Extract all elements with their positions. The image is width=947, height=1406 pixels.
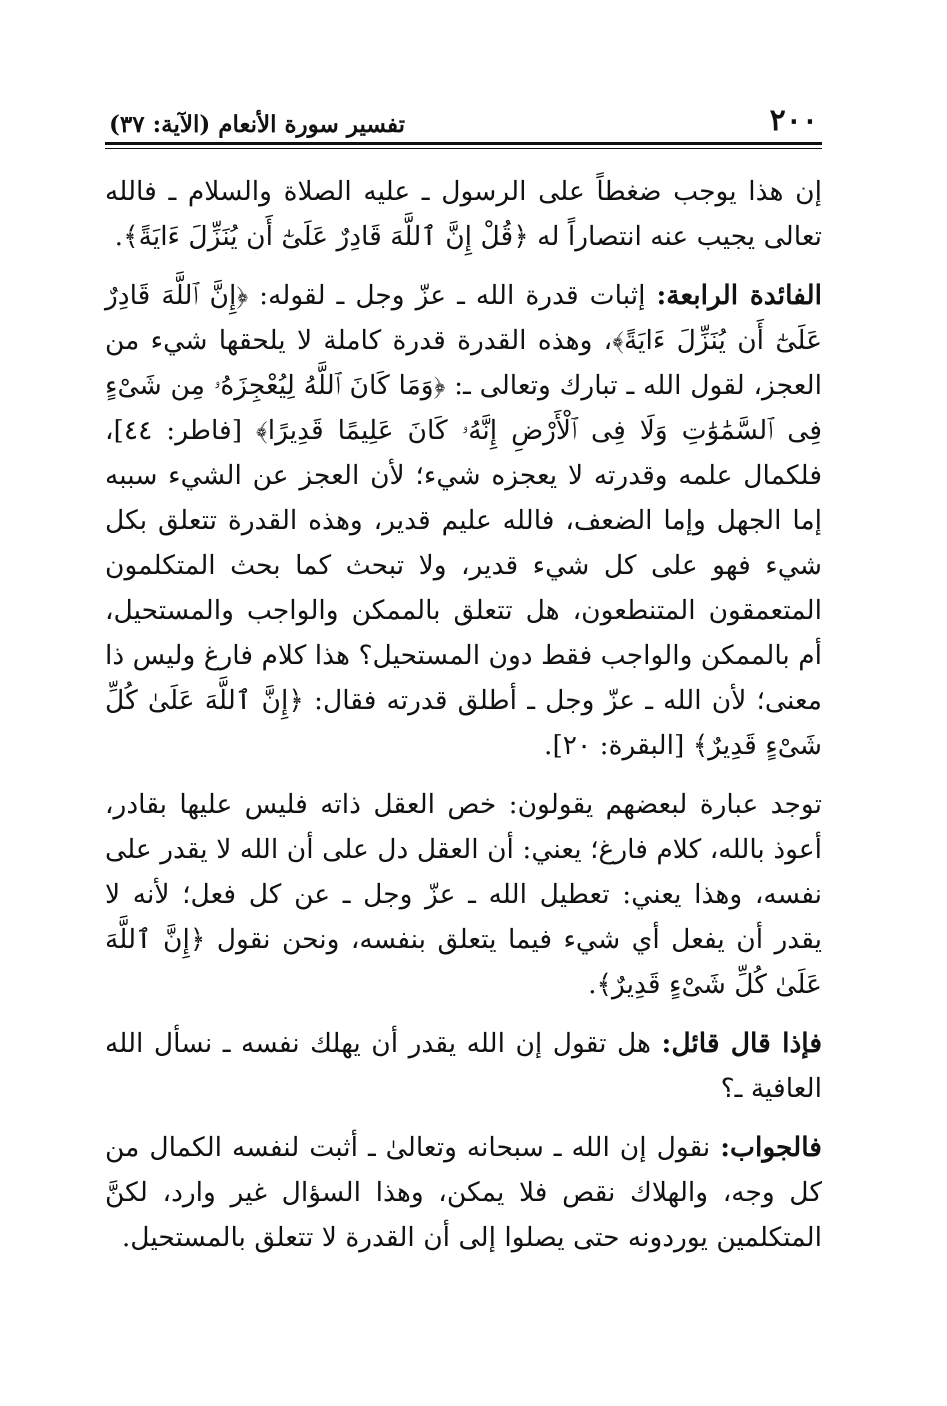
paragraph-1: [105, 169, 822, 259]
paragraph-2: [105, 273, 822, 768]
paragraph-3: [105, 782, 822, 1007]
paragraph-4: [105, 1021, 822, 1111]
running-title: تفسير سورة الأنعام (الآية: ٣٧): [109, 111, 405, 138]
paragraph-5: [105, 1125, 822, 1260]
page-body: [105, 169, 822, 1260]
page-number: ٢٠٠: [769, 103, 818, 138]
paragraph-4-label: فإذا قال قائل:: [661, 1028, 822, 1059]
paragraph-5-label: فالجواب:: [720, 1132, 822, 1163]
paragraph-1-text: إن هذا يوجب ضغطاً على الرسول ـ عليه الصلاة والسلام ـ فالله تعالى يجيب عنه انتصاراً له ﴿قُلْ إِنَّ ٱللَّهَ قَادِرٌ عَلَىٰٓ أَن يُنَزِّلَ ءَايَةً﴾.: [105, 176, 822, 252]
page-header: [105, 96, 822, 138]
header-rule-thick: [105, 142, 822, 145]
paragraph-2-text: إثبات قدرة الله ـ عزّ وجل ـ لقوله: ﴿إِنَّ ٱللَّهَ قَادِرٌ عَلَىٰٓ أَن يُنَزِّلَ ءَايَةً﴾، وهذه القدرة قدرة كاملة لا يلحقها شيء من العجز، لقول الله ـ تبارك وتعالى ـ: ﴿وَمَا كَانَ ٱللَّهُ لِيُعْجِزَهُۥ مِن شَىْءٍ فِى ٱلسَّمَٰوَٰتِ وَلَا فِى ٱلْأَرْضِ إِنَّهُۥ كَانَ عَلِيمًا قَدِيرًا﴾ [فاطر: ٤٤]، فلكمال علمه وقدرته لا يعجزه شيء؛ لأن العجز عن الشيء سببه إما الجهل وإما الضعف، فالله عليم قدير، وهذه القدرة تتعلق بكل شيء فهو على كل شيء قدير، ولا تبحث كما بحث المتكلمون المتعمقون المتنطعون، هل تتعلق بالممكن والواجب والمستحيل، أم بالممكن والواجب فقط دون المستحيل؟ هذا كلام فارغ وليس ذا معنى؛ لأن الله ـ عزّ وجل ـ أطلق قدرته فقال: ﴿إِنَّ ٱللَّهَ عَلَىٰ كُلِّ شَىْءٍ قَدِيرٌ﴾ [البقرة: ٢٠].: [105, 280, 822, 761]
header-rule-thin: [105, 148, 822, 149]
paragraph-2-label: الفائدة الرابعة:: [656, 280, 822, 311]
paragraph-3-text: توجد عبارة لبعضهم يقولون: خص العقل ذاته فليس عليها بقادر، أعوذ بالله، كلام فارغ؛ يعني: أن العقل دل على أن الله لا يقدر على نفسه، وهذا يعني: تعطيل الله ـ عزّ وجل ـ عن كل فعل؛ لأنه لا يقدر أن يفعل أي شيء فيما يتعلق بنفسه، ونحن نقول ﴿إِنَّ ٱللَّهَ عَلَىٰ كُلِّ شَىْءٍ قَدِيرٌ﴾.: [105, 789, 822, 1000]
paragraph-4-text: هل تقول إن الله يقدر أن يهلك نفسه ـ نسأل الله العافية ـ؟: [105, 1028, 822, 1104]
paragraph-5-text: نقول إن الله ـ سبحانه وتعالىٰ ـ أثبت لنفسه الكمال من كل وجه، والهلاك نقص فلا يمكن، وهذا السؤال غير وارد، لكنَّ المتكلمين يوردونه حتى يصلوا إلى أن القدرة لا تتعلق بالمستحيل.: [105, 1132, 822, 1253]
